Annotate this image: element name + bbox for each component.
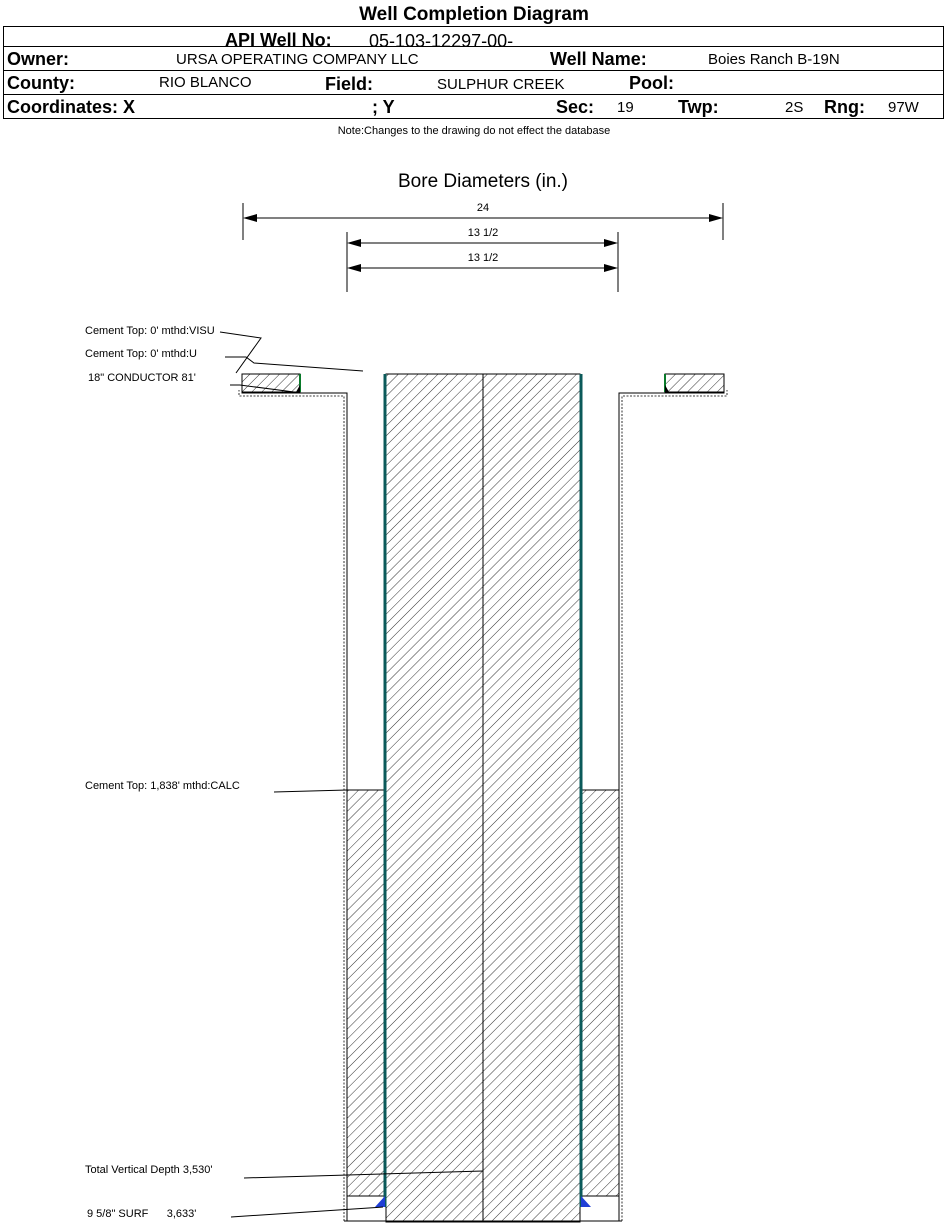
conductor-label: 18" CONDUCTOR 81' [88,372,196,384]
coordinates-x-label: Coordinates: X [7,97,136,117]
api-label: API Well No: [225,30,332,50]
sec-label: Sec: [556,97,595,117]
database-note: Note:Changes to the drawing do not effect the database [337,125,611,137]
twp-value: 2S [785,99,804,116]
bore-diameters-title: Bore Diameters (in.) [398,171,568,192]
county-value: RIO BLANCO [159,74,252,91]
bore-diameter-label: 13 1/2 [467,252,499,264]
pool-label: Pool: [629,73,674,93]
rng-value: 97W [888,99,919,116]
cement-top-calc-label: Cement Top: 1,838' mthd:CALC [85,780,240,792]
bore-dimension-13-1-2 [347,252,618,272]
coordinates-y-label: ; Y [372,97,395,117]
rng-label: Rng: [824,97,865,117]
annulus-cement-left [347,790,385,1196]
sec-value: 19 [617,99,634,116]
casing-shoe-left [375,1196,385,1207]
cement-top-visu-label: Cement Top: 0' mthd:VISU [85,325,215,337]
bore-diameter-label: 24 [476,202,490,214]
well-name-value: Boies Ranch B-19N [708,51,840,68]
annulus-cement-right [581,790,619,1196]
surface-casing-label: 9 5/8" SURF 3,633' [87,1208,197,1220]
cement-top-u-label: Cement Top: 0' mthd:U [85,348,197,360]
well-name-label: Well Name: [550,49,647,69]
county-label: County: [7,73,75,93]
casing-shoe-right [581,1196,591,1207]
owner-value: URSA OPERATING COMPANY LLC [176,51,419,68]
api-value: 05-103-12297-00- [369,31,514,51]
field-value: SULPHUR CREEK [437,76,565,93]
page-title: Well Completion Diagram [359,4,589,25]
field-label: Field: [325,74,373,94]
total-vertical-depth-label: Total Vertical Depth 3,530' [85,1164,213,1176]
conductor-cement-right [665,374,724,392]
owner-label: Owner: [7,49,70,69]
twp-label: Twp: [678,97,719,117]
bore-diameter-label: 13 1/2 [467,227,499,239]
surface-casing-interior [386,374,580,1222]
